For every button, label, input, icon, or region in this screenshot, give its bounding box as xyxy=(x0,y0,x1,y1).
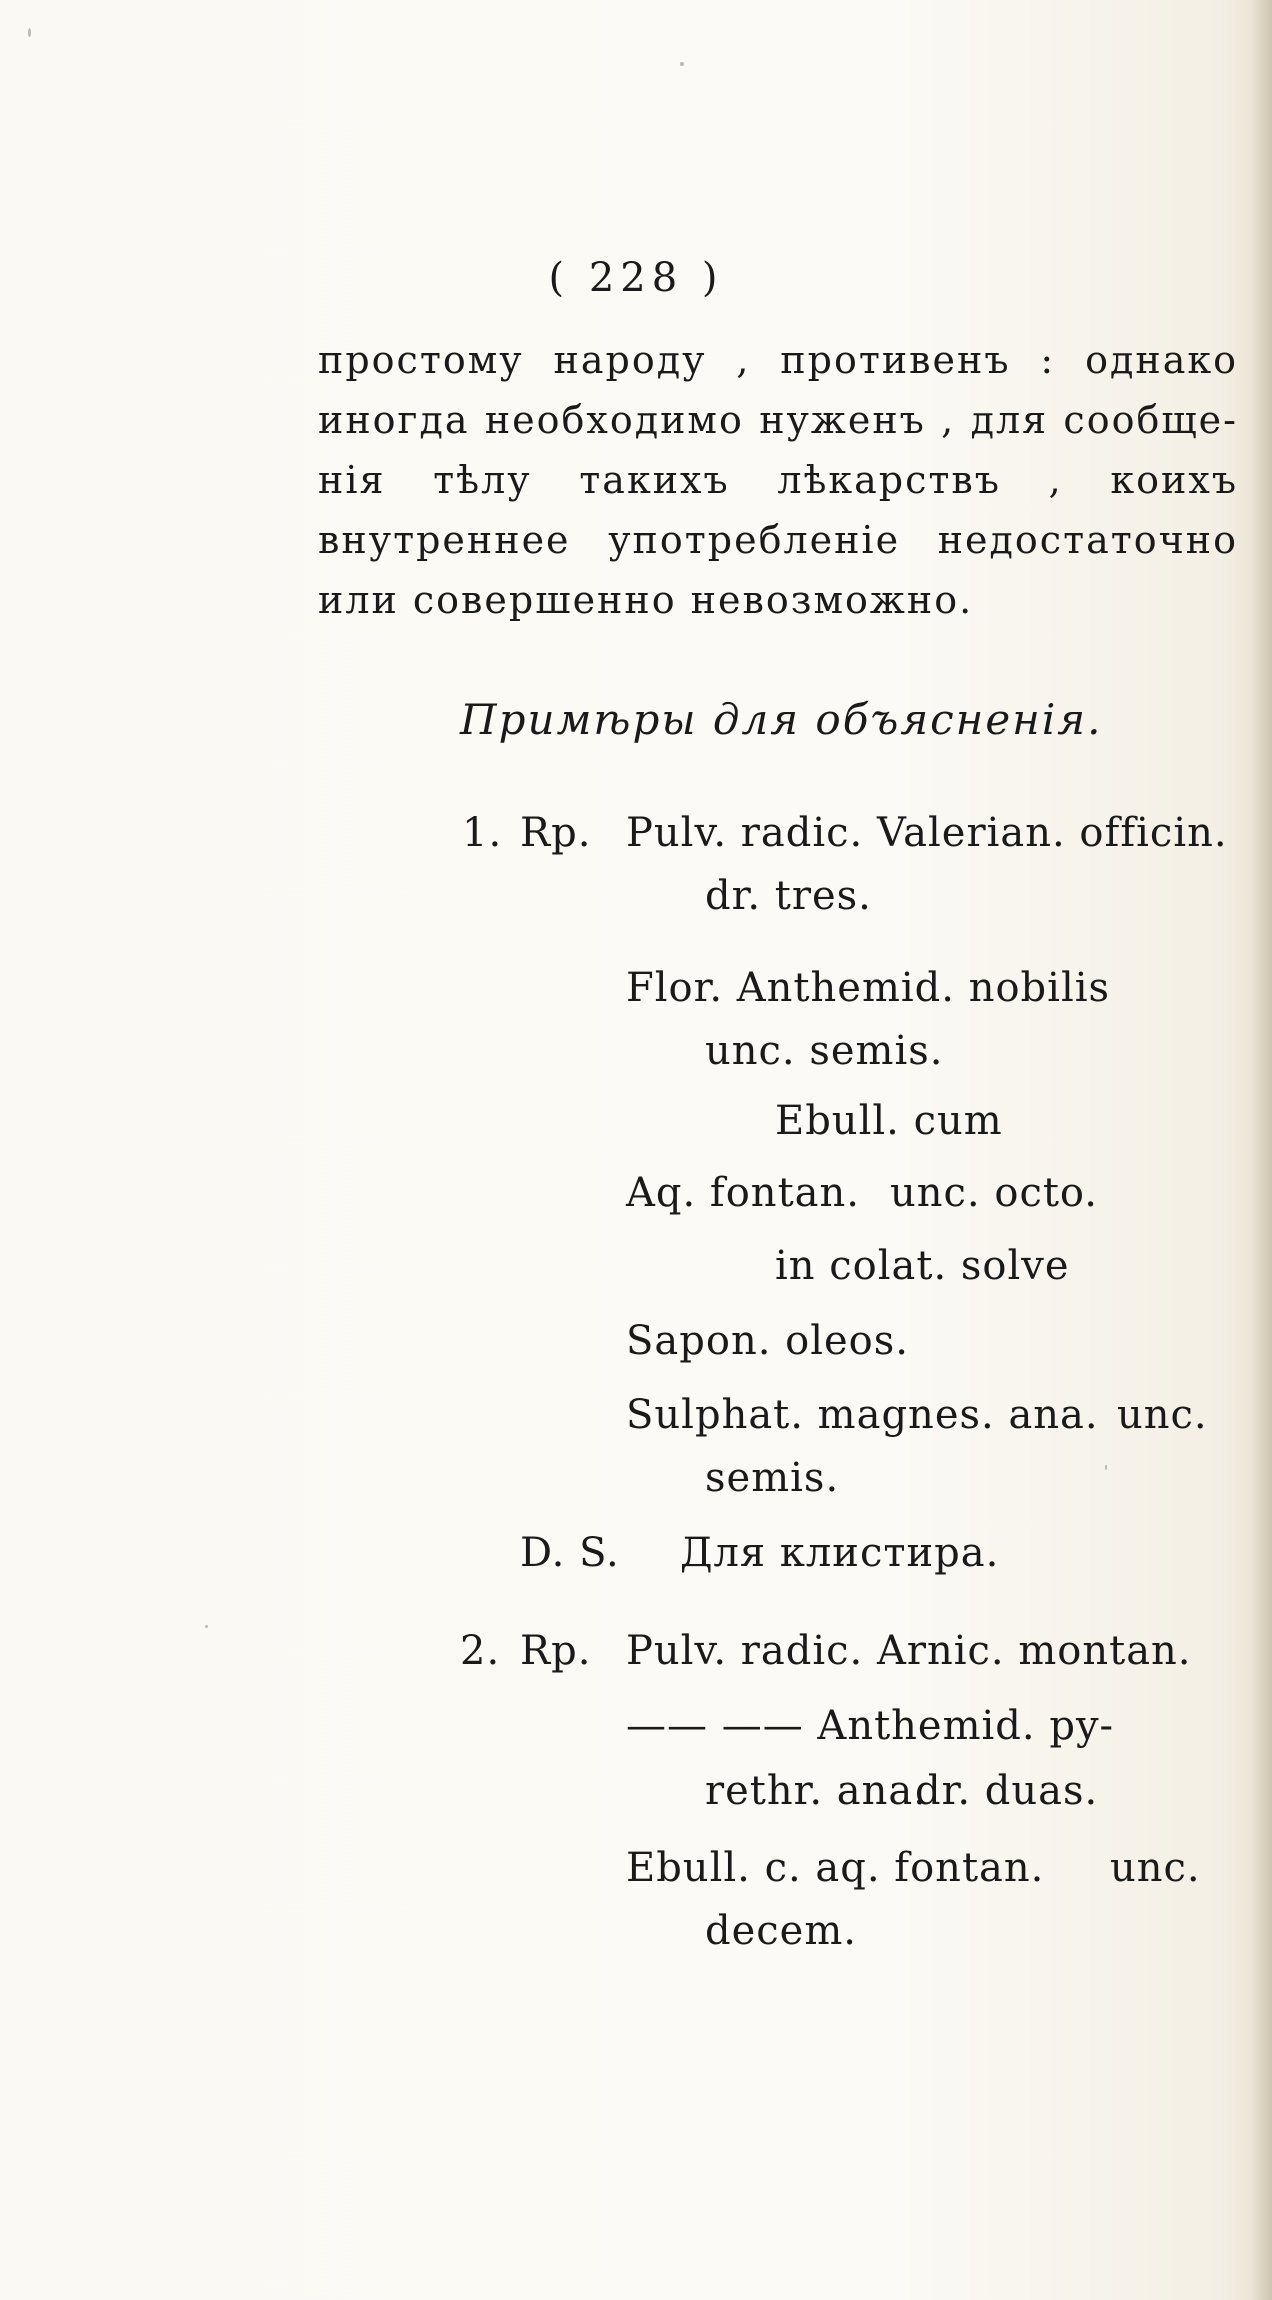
example1-line: dr. tres. xyxy=(705,873,872,919)
example1-line: in colat. solve xyxy=(775,1243,1070,1289)
example2-line: —— —— Anthemid. py- xyxy=(626,1703,1115,1749)
example1-line: Sapon. oleos. xyxy=(626,1318,909,1364)
example2-line: dr. duas. xyxy=(915,1768,1099,1814)
paragraph-line: внутреннее употребленіе недостаточно xyxy=(318,518,1238,562)
paper-speck xyxy=(680,62,684,66)
section-title: Примѣры для объясненія. xyxy=(460,695,1103,744)
paper-speck xyxy=(1105,1465,1107,1470)
paragraph xyxy=(318,330,1238,630)
paper-speck xyxy=(28,28,31,37)
example1-line: unc. semis. xyxy=(705,1028,944,1074)
example1-line: semis. xyxy=(705,1455,840,1501)
example1-line: Aq. fontan. xyxy=(626,1170,860,1216)
example2-line: rethr. ana. xyxy=(705,1768,927,1814)
example2-rp: Rp. xyxy=(520,1628,592,1674)
paragraph-line: простому народу , противенъ : однако xyxy=(318,338,1238,382)
example1-number: 1. xyxy=(462,810,503,856)
example1-line: unc. xyxy=(1117,1392,1208,1438)
paragraph-line: или совершенно невозможно. xyxy=(318,578,974,622)
example2-number: 2. xyxy=(460,1628,501,1674)
example2-line: unc. xyxy=(1110,1845,1201,1891)
example2-line: decem. xyxy=(705,1908,857,1954)
example1-line: Flor. Anthemid. nobilis xyxy=(626,965,1111,1011)
paper-speck xyxy=(205,1625,208,1628)
paragraph-line: нія тѣлу такихъ лѣкарствъ , коихъ xyxy=(318,458,1238,502)
example2-line: Ebull. c. aq. fontan. xyxy=(626,1845,1045,1891)
example2-line: Pulv. radic. Arnic. montan. xyxy=(626,1628,1192,1674)
page-number: ( 228 ) xyxy=(548,255,724,301)
example1-ds: D. S. xyxy=(520,1530,620,1576)
page-edge-shadow xyxy=(1250,0,1272,2300)
example1-line: unc. octo. xyxy=(890,1170,1099,1216)
example1-ds-text: Для клистира. xyxy=(680,1530,1000,1576)
example1-line: Ebull. cum xyxy=(775,1098,1003,1144)
example1-line: Sulphat. magnes. ana. xyxy=(626,1392,1099,1438)
example1-line: Pulv. radic. Valerian. officin. xyxy=(626,810,1228,856)
paragraph-line: иногда необходимо нуженъ , для сообще- xyxy=(318,398,1238,442)
example1-rp: Rp. xyxy=(520,810,592,856)
